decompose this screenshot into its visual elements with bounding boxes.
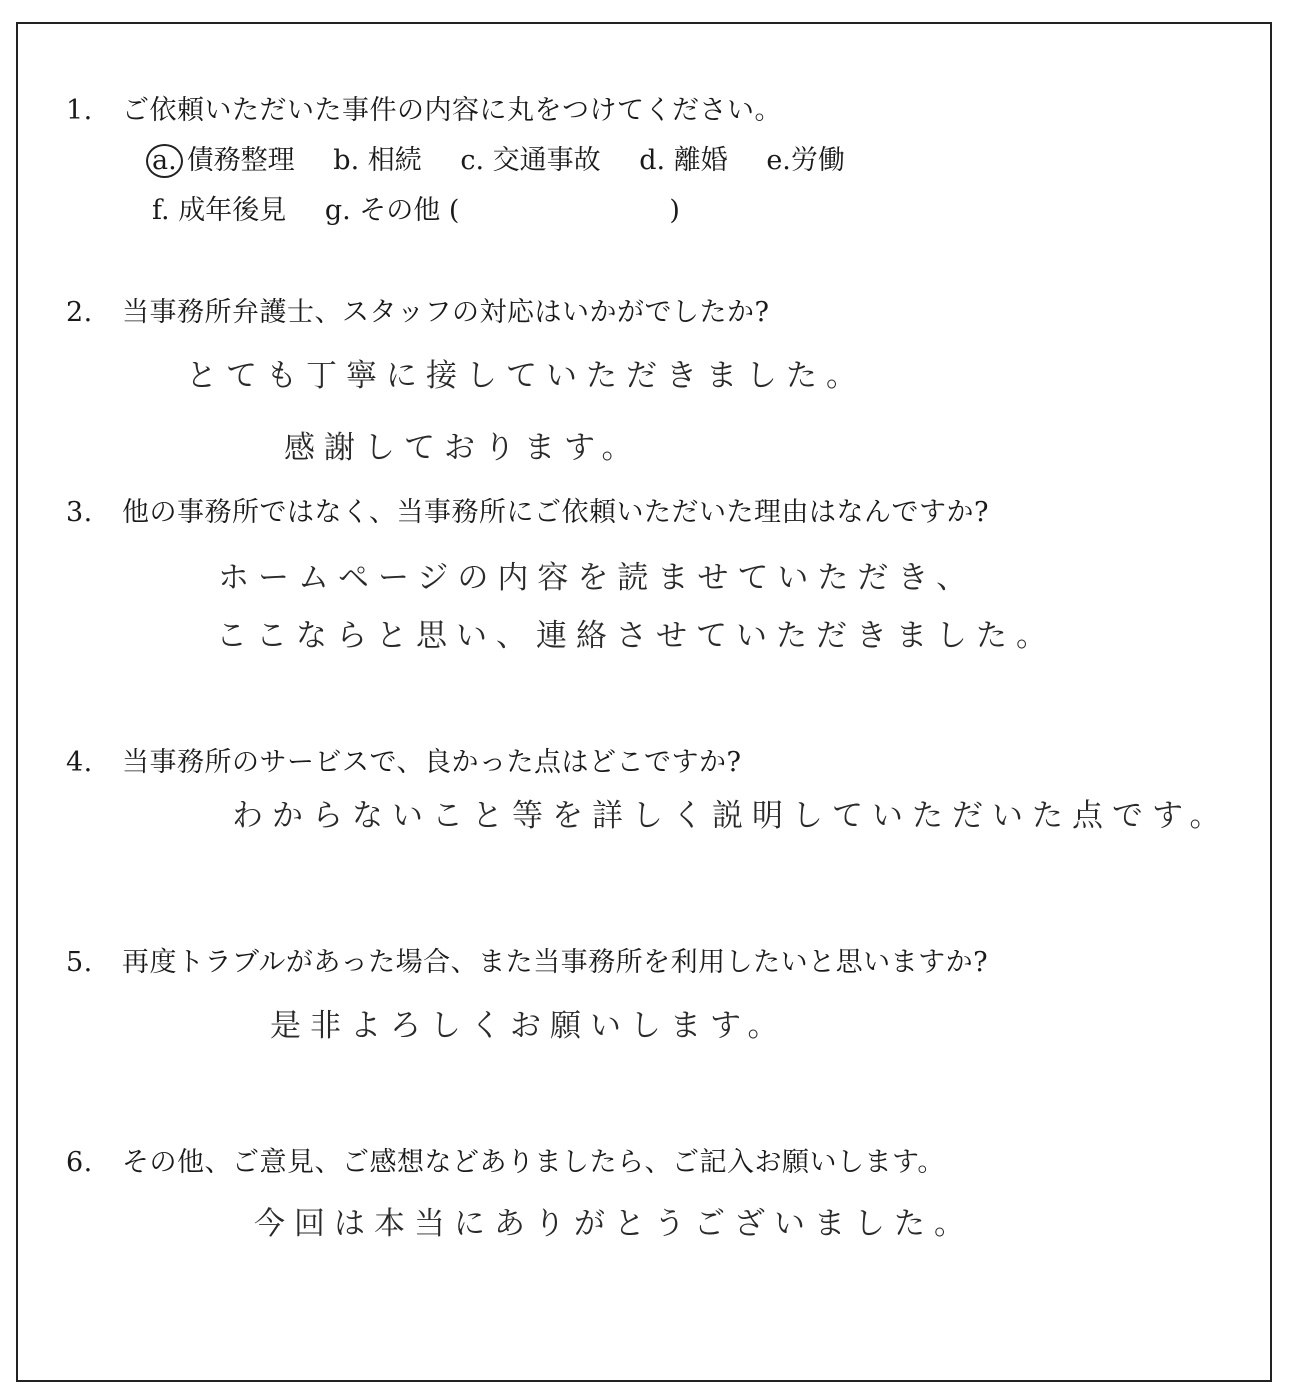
option-label: 労働: [790, 145, 845, 176]
handwritten-answer-line: とても丁寧に接していただきました。: [186, 358, 866, 394]
question-text: 他の事務所ではなく、当事務所にご依頼いただいた理由はなんですか?: [122, 497, 989, 528]
question-number: 5.: [66, 947, 93, 978]
question-text: 当事務所のサービスで、良かった点はどこですか?: [122, 747, 742, 778]
handwritten-answer-line: 是非よろしくお願いします。: [270, 1008, 788, 1044]
option-key: e.: [766, 145, 791, 176]
question-2: [66, 290, 769, 329]
option-label: 交通事故: [492, 145, 601, 176]
case-type-options-row-2: [152, 188, 710, 227]
question-4: [66, 740, 741, 779]
question-text: 当事務所弁護士、スタッフの対応はいかがでしたか?: [122, 297, 770, 328]
option-f[interactable]: [152, 188, 286, 227]
handwritten-answer-line: わからないこと等を詳しく説明していただいた点です。: [232, 798, 1230, 834]
option-d[interactable]: [639, 138, 727, 177]
option-label: 離婚: [673, 145, 728, 176]
case-type-options-row-1: [146, 138, 875, 178]
question-6: [66, 1140, 945, 1179]
option-key: c.: [460, 145, 485, 176]
option-label: その他: [359, 195, 441, 226]
option-label: 債務整理: [186, 145, 295, 176]
option-key: g.: [324, 195, 351, 226]
selected-circle: a.: [146, 144, 183, 178]
handwritten-answer-line: 今回は本当にありがとうございました。: [254, 1206, 974, 1242]
handwritten-answer-line: ホームページの内容を読ませていただき、: [218, 560, 977, 596]
option-key: f.: [152, 195, 170, 226]
question-number: 2.: [66, 297, 93, 328]
handwritten-answer-line: ここならと思い、連絡させていただきました。: [216, 618, 1056, 654]
paren-open: (: [448, 195, 460, 226]
question-1: [66, 88, 782, 127]
option-label: 成年後見: [178, 195, 287, 226]
question-5: [66, 940, 988, 979]
question-number: 6.: [66, 1147, 93, 1178]
paren-close: ): [669, 195, 680, 226]
question-3: [66, 490, 989, 529]
option-a[interactable]: [146, 138, 295, 178]
question-text: ご依頼いただいた事件の内容に丸をつけてください。: [122, 95, 782, 126]
option-g[interactable]: [325, 188, 680, 227]
option-b[interactable]: [333, 138, 421, 177]
question-number: 4.: [66, 747, 93, 778]
question-text: その他、ご意見、ご感想などありましたら、ご記入お願いします。: [122, 1147, 945, 1178]
question-number: 3.: [66, 497, 93, 528]
handwritten-answer-line: 感謝しております。: [284, 430, 642, 466]
question-text: 再度トラブルがあった場合、また当事務所を利用したいと思いますか?: [122, 947, 989, 978]
question-number: 1.: [66, 95, 93, 126]
option-c[interactable]: [460, 138, 600, 177]
option-e[interactable]: [766, 138, 845, 177]
option-label: 相続: [367, 145, 422, 176]
option-key: b.: [333, 145, 360, 176]
option-key: d.: [639, 145, 666, 176]
